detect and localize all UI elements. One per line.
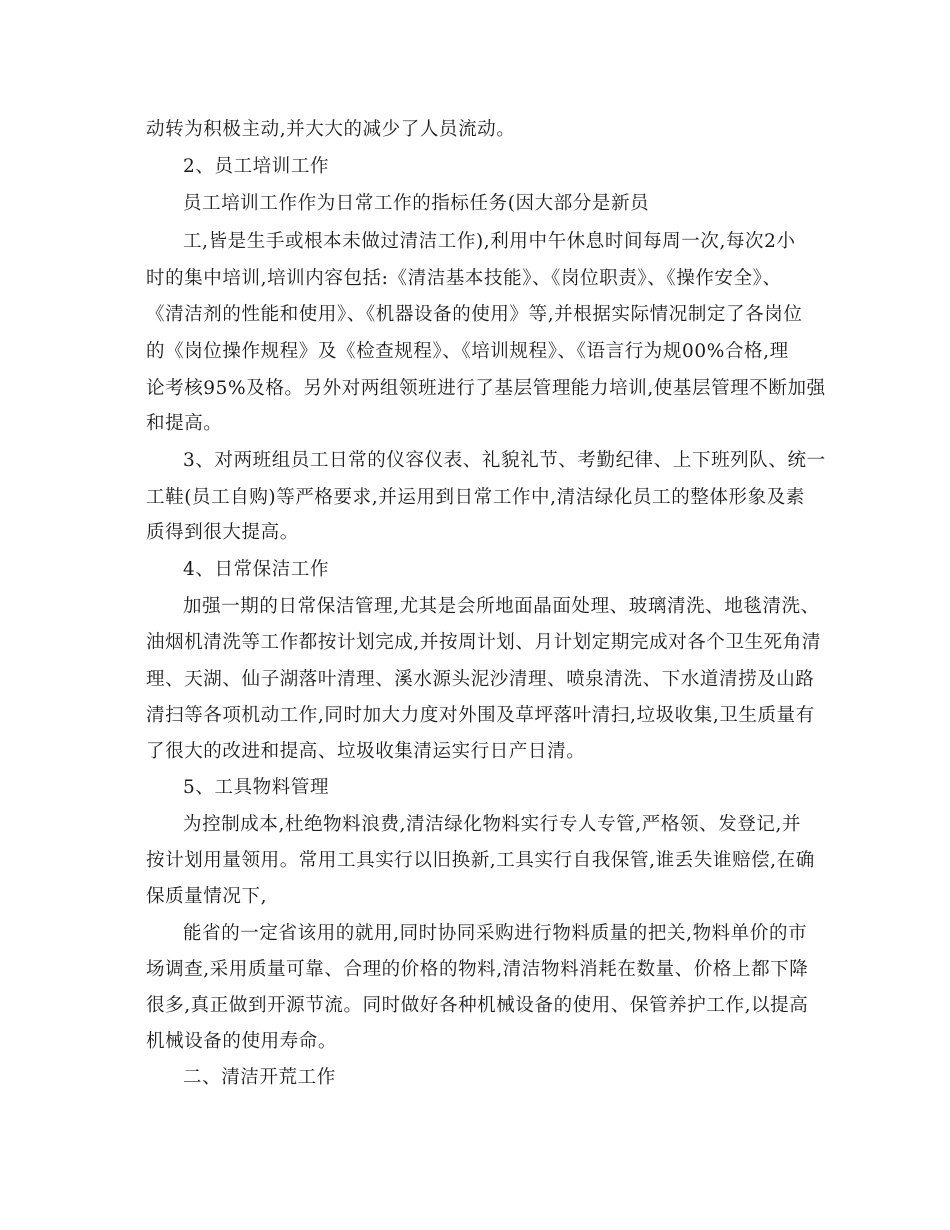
text-line: 很多,真正做到开源节流。同时做好各种机械设备的使用、保管养护工作,以提高 [146, 995, 809, 1016]
text-line: 按计划用量领用。常用工具实行以旧换新,工具实行自我保管,谁丢失谁赔偿,在确 [146, 850, 815, 871]
text-line: 和提高。 [146, 413, 223, 434]
section-heading: 5、工具物料管理 [183, 777, 330, 798]
text-line: 动转为积极主动,并大大的减少了人员流动。 [146, 119, 516, 140]
text-line: 能省的一定省该用的就用,同时协同采购进行物料质量的把关,物料单价的市 [183, 923, 808, 944]
text-line: 油烟机清洗等工作都按计划完成,并按周计划、月计划定期完成对各个卫生死角清 [146, 632, 821, 653]
text-line: 理、天湖、仙子湖落叶清理、溪水源头泥沙清理、喷泉清洗、下水道清捞及山路 [146, 669, 815, 690]
text-line: 质得到很大提高。 [146, 522, 299, 543]
section-heading: 2、员工培训工作 [183, 156, 330, 177]
text-line: 为控制成本,杜绝物料浪费,清洁绿化物料实行专人专管,严格领、发登记,并 [183, 814, 802, 835]
text-line: 论考核95%及格。另外对两组领班进行了基层管理能力培训,使基层管理不断加强 [146, 378, 826, 399]
text-line: 员工培训工作作为日常工作的指标任务(因大部分是新员 [183, 193, 650, 214]
text-line: 的《岗位操作规程》及《检查规程》、《培训规程》、《语言行为规00%合格,理 [146, 341, 789, 362]
section-heading: 4、日常保洁工作 [183, 559, 330, 580]
text-line: 《清洁剂的性能和使用》、《机器设备的使用》等,并根据实际情况制定了各岗位 [146, 304, 803, 325]
text-line: 工,皆是生手或根本未做过清洁工作),利用中午休息时间每周一次,每次2小 [183, 231, 796, 252]
text-line: 加强一期的日常保洁管理,尤其是会所地面晶面处理、玻璃清洗、地毯清洗、 [183, 596, 820, 617]
text-line: 清扫等各项机动工作,同时加大力度对外围及草坪落叶清扫,垃圾收集,卫生质量有 [146, 705, 815, 726]
text-line: 场调查,采用质量可靠、合理的价格的物料,清洁物料消耗在数量、价格上都下降 [146, 959, 809, 980]
section-heading: 二、清洁开荒工作 [183, 1067, 336, 1088]
text-line: 3、对两班组员工日常的仪容仪表、礼貌礼节、考勤纪律、上下班列队、统一 [183, 450, 826, 471]
text-line: 了很大的改进和提高、垃圾收集清运实行日产日清。 [146, 741, 586, 762]
text-line: 机械设备的使用寿命。 [146, 1031, 338, 1052]
text-line: 工鞋(员工自购)等严格要求,并运用到日常工作中,清洁绿化员工的整体形象及素 [146, 487, 805, 508]
text-line: 时的集中培训,培训内容包括:《清洁基本技能》、《岗位职责》、《操作安全》、 [146, 268, 782, 289]
text-line: 保质量情况下, [146, 886, 268, 907]
